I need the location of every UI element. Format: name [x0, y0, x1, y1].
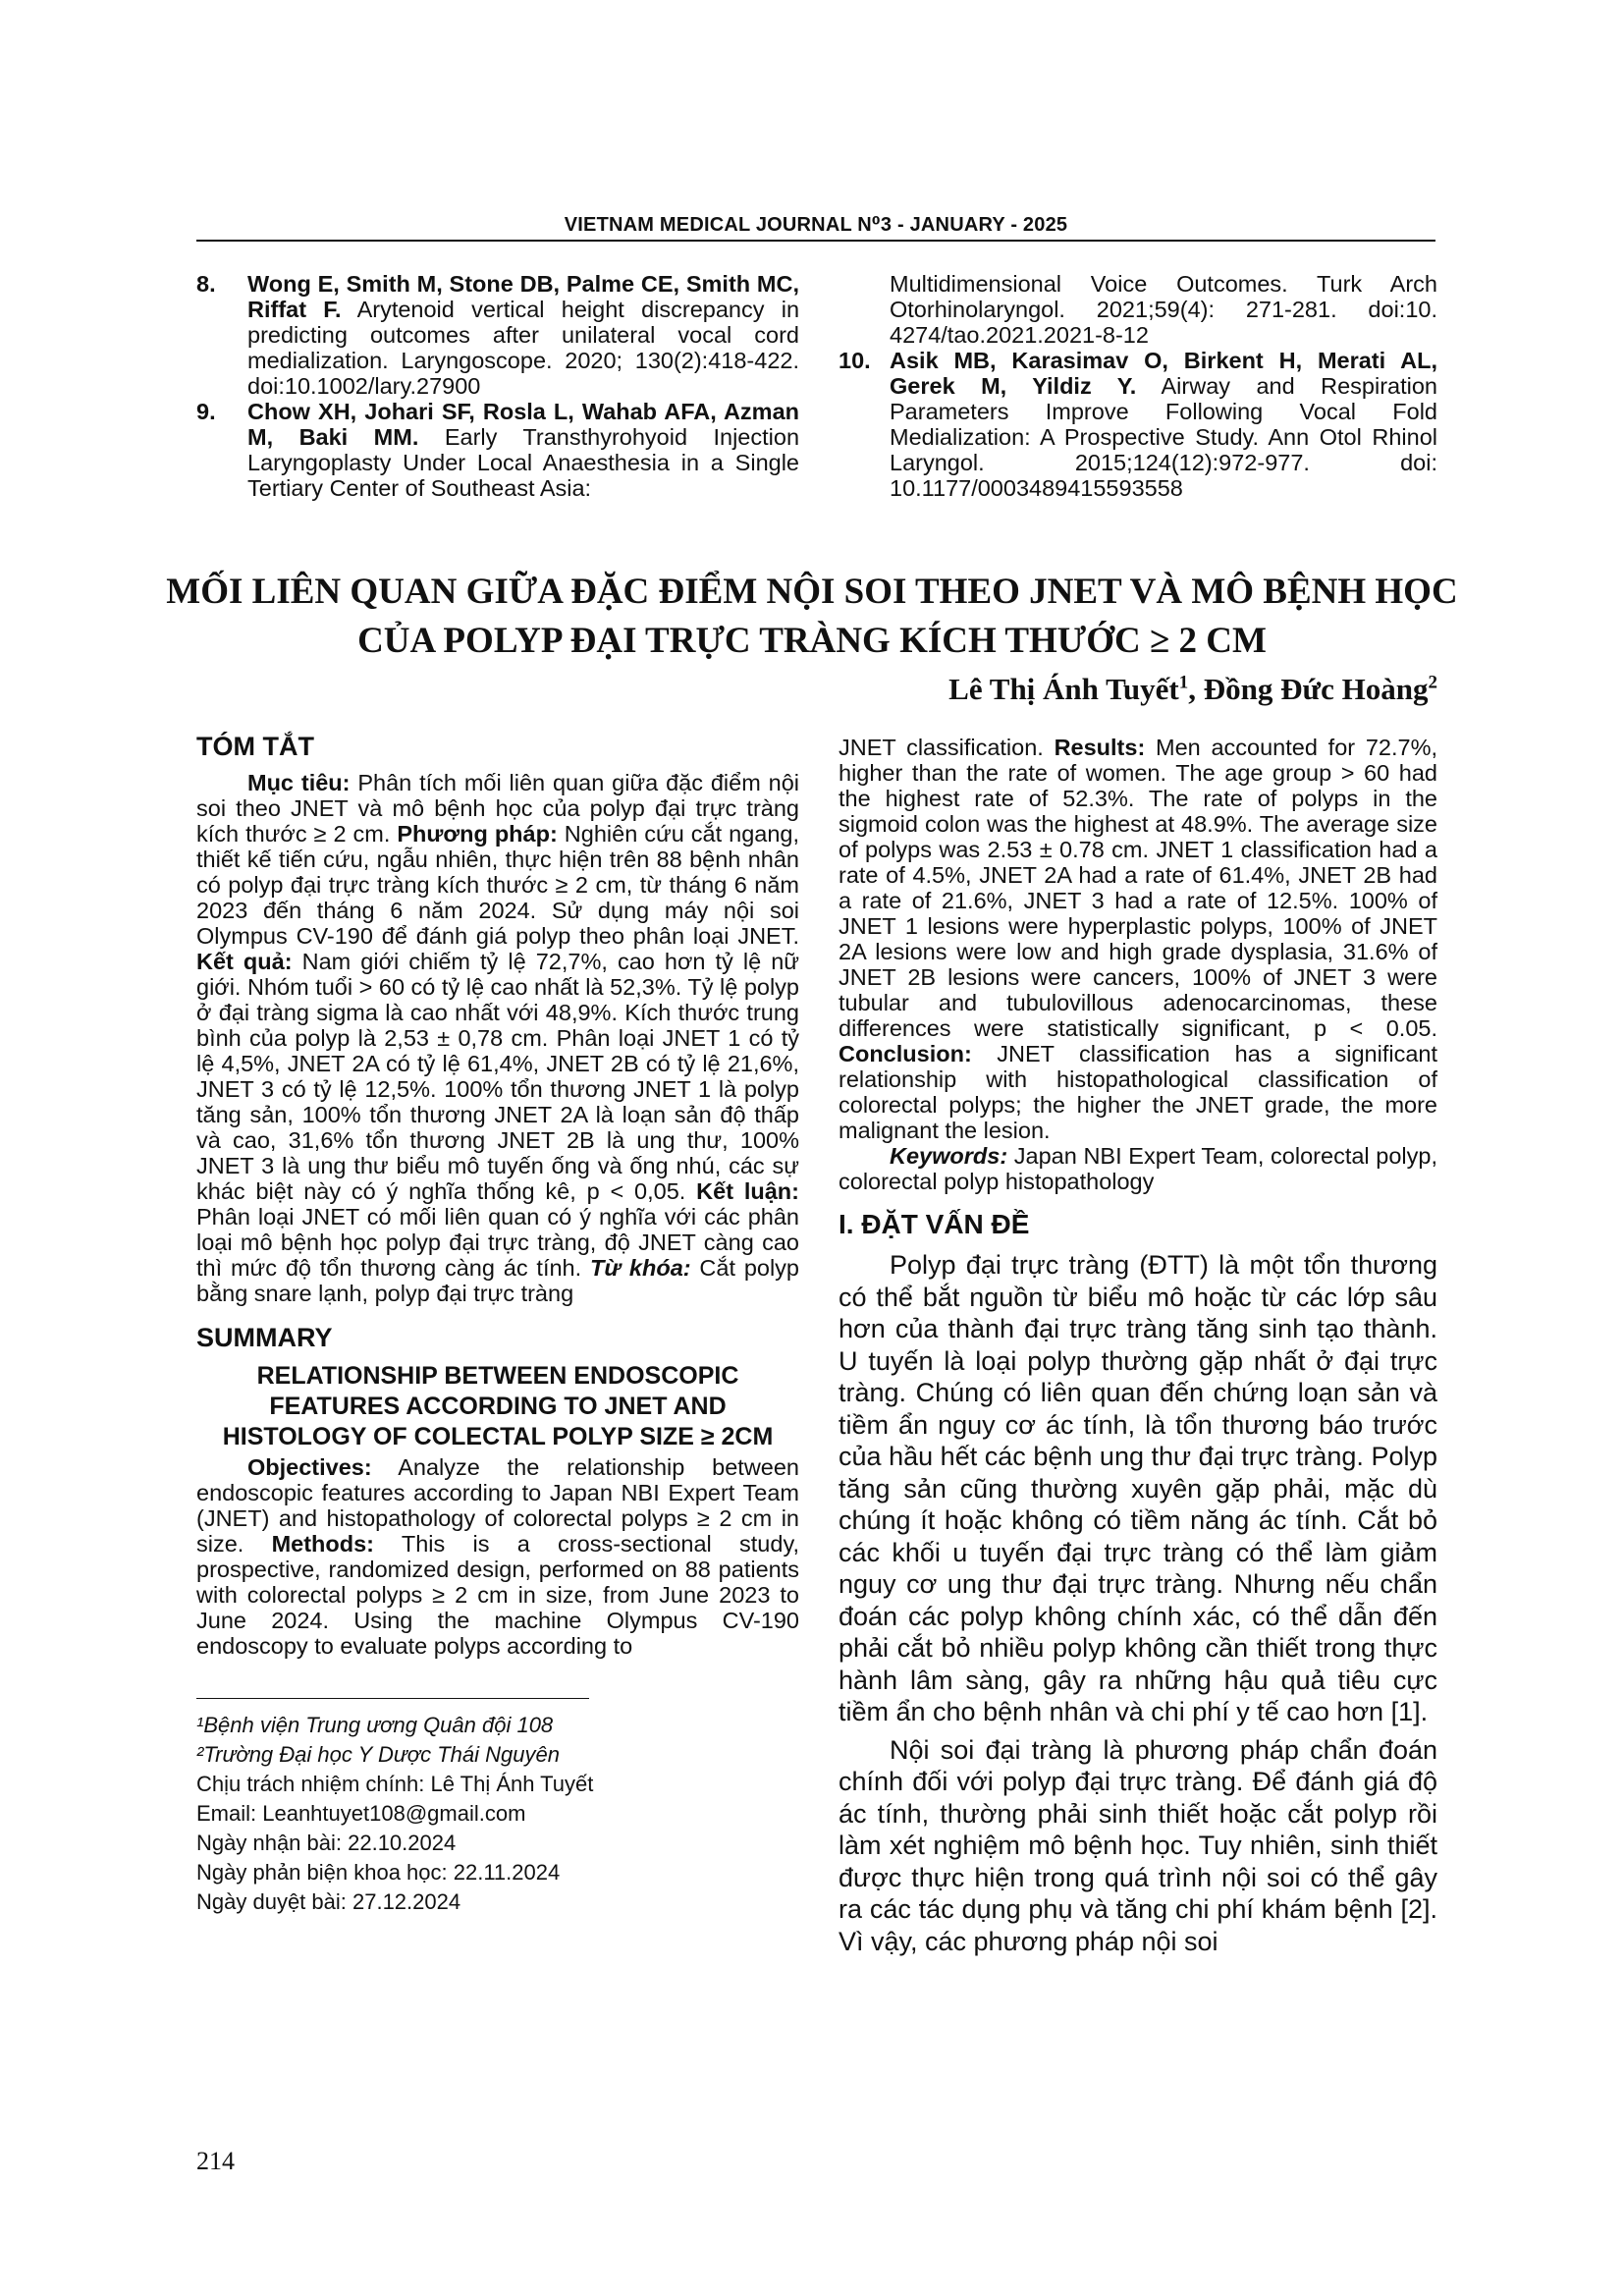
- keywords-en-label: Keywords:: [890, 1143, 1008, 1169]
- methods-continued: JNET classification.: [839, 735, 1055, 760]
- conclusion-label: Kết luận:: [696, 1178, 799, 1204]
- abstract-en-continued: [839, 735, 1437, 1143]
- reference-text: Arytenoid vertical height discrepancy in predicting outcomes after unilateral vocal cord medialization. Laryngoscope. 2020; 130(2):418-422. doi:10.1002/lary.27900: [247, 297, 800, 399]
- summary-heading: SUMMARY: [196, 1323, 333, 1352]
- reference-8: [196, 271, 799, 399]
- reference-9-continued: [839, 271, 1437, 348]
- received-date: Ngày nhận bài: 22.10.2024: [196, 1831, 457, 1855]
- objective-text: Phân tích mối liên quan giữa đặc điểm nội soi theo JNET và mô bệnh học của polyp đại trực tràng kích thước ≥ 2 cm.: [196, 770, 799, 847]
- introduction-paragraph-1: Polyp đại trực tràng (ĐTT) là một tổn thương có thể bắt nguồn từ biểu mô hoặc từ các lớp sâu hơn của thành đại trực tràng tăng sinh tạo thành. U tuyến là loại polyp thường gặp nhất ở đại trực tràng. Chúng có liên quan đến chứng loạn sản và tiềm ẩn nguy cơ ác tính, là tổn thương báo trước của hầu hết các bệnh ung thư đại trực tràng. Polyp tăng sản cũng thường xuyên gặp phải, mặc dù chúng ít hoặc không có tiềm năng ác tính. Cắt bỏ các khối u tuyến đại trực tràng có thể làm giảm nguy cơ ung thư đại trực tràng. Nhưng nếu chẩn đoán các polyp không chính xác, có thể dẫn đến phải cắt bỏ nhiều polyp không cần thiết trong thực hành lâm sàng, gây ra những hậu quả tiêu cực tiềm ẩn cho bệnh nhân và chi phí y tế cao hơn [1].: [839, 1250, 1437, 1726]
- header-rule: [196, 240, 1435, 242]
- email: Email: Leanhtuyet108@gmail.com: [196, 1801, 526, 1826]
- reference-authors: Chow XH, Johari SF, Rosla L, Wahab AFA, Azman M, Baki MM.: [247, 399, 799, 450]
- keywords-en-paragraph: [839, 1143, 1437, 1194]
- english-title-line-2: FEATURES ACCORDING TO JNET AND: [269, 1393, 727, 1420]
- objectives-label: Objectives:: [247, 1454, 372, 1480]
- introduction-heading: I. ĐẶT VẤN ĐỀ: [839, 1209, 1030, 1239]
- keywords-en-text: Japan NBI Expert Team, colorectal polyp, colorectal polyp histopathology: [839, 1143, 1437, 1194]
- method-text: Nghiên cứu cắt ngang, thiết kế tiến cứu, ngẫu nhiên, thực hiện trên 88 bệnh nhân có polyp đại trực tràng kích thước ≥ 2 cm, từ tháng 6 năm 2023 đến tháng 6 năm 2024. Sử dụng máy nội soi Olympus CV-190 để đánh giá polyp theo phân loại JNET.: [196, 821, 800, 949]
- references-left-column: [196, 271, 799, 501]
- article-title-line-1: MỐI LIÊN QUAN GIỮA ĐẶC ĐIỂM NỘI SOI THEO JNET VÀ MÔ BỆNH HỌC: [166, 572, 1458, 612]
- footnote-rule: [196, 1698, 589, 1699]
- author-1-affiliation: 1: [1178, 672, 1189, 693]
- affiliation-2: ²Trường Đại học Y Dược Thái Nguyên: [196, 1742, 560, 1767]
- conclusion-en-label: Conclusion:: [839, 1041, 972, 1066]
- abstract-vi-paragraph: [196, 770, 799, 1306]
- journal-header: VIETNAM MEDICAL JOURNAL N⁰3 - JANUARY - 2025: [564, 214, 1068, 236]
- abstract-vi-heading: TÓM TẮT: [196, 732, 314, 761]
- reference-number: 8.: [196, 271, 216, 297]
- method-label: Phương pháp:: [397, 821, 558, 847]
- introduction-paragraph-2: Nội soi đại tràng là phương pháp chẩn đoán chính đối với polyp đại trực tràng. Để đánh giá độ ác tính, thường phải sinh thiết hoặc cắt polyp rồi làm xét nghiệm mô bệnh học. Tuy nhiên, sinh thiết được thực hiện trong quá trình nội soi có thể gây ra các tác dụng phụ và tăng chi phí khám bệnh [2]. Vì vậy, các phương pháp nội soi: [839, 1734, 1437, 1956]
- objectives-text: Analyze the relationship between endoscopic features according to Japan NBI Expert Team (JNET) and histopathology of colorectal polyps ≥ 2 cm in size.: [196, 1454, 799, 1557]
- reference-text: Early Transthyrohyoid Injection Laryngoplasty Under Local Anaesthesia in a Single Tertiary Center of Southeast Asia:: [247, 424, 800, 501]
- objective-label: Mục tiêu:: [247, 770, 351, 795]
- reference-number: 10.: [839, 348, 871, 373]
- affiliation-1: ¹Bệnh viện Trung ương Quân đội 108: [196, 1713, 554, 1737]
- article-authors: [948, 672, 1437, 707]
- author-1: Lê Thị Ánh Tuyết: [948, 672, 1179, 706]
- accepted-date: Ngày duyệt bài: 27.12.2024: [196, 1889, 461, 1914]
- result-text: Nam giới chiếm tỷ lệ 72,7%, cao hơn tỷ lệ nữ giới. Nhóm tuổi > 60 có tỷ lệ cao nhất là 52,3%. Tỷ lệ polyp ở đại tràng sigma là cao nhất với 48,9%. Kích thước trung bình của polyp là 2,53 ± 0,78 cm. Phân loại JNET 1 có tỷ lệ 4,5%, JNET 2A có tỷ lệ 61,4%, JNET 2B có tỷ lệ 21,6%, JNET 3 có tỷ lệ 12,5%. 100% tổn thương JNET 1 là polyp tăng sản, 100% tổn thương JNET 2A là loạn sản độ thấp và cao, 31,6% tổn thương JNET 2B là ung thư, 100% JNET 3 là ung thư biểu mô tuyến ống và ống nhú, các sự khác biệt này có ý nghĩa thống kê, p < 0,05.: [196, 949, 800, 1204]
- reference-text: Multidimensional Voice Outcomes. Turk Arch Otorhinolaryngol. 2021;59(4): 271-281. doi:10. 4274/tao.2021.2021-8-12: [890, 271, 1437, 348]
- results-text: Men accounted for 72.7%, higher than the rate of women. The age group > 60 had the highest rate of 52.3%. The rate of polyps in the sigmoid colon was the highest at 48.9%. The average size of polyps was 2.53 ± 0.78 cm. JNET 1 classification had a rate of 4.5%, JNET 2A had a rate of 61.4%, JNET 2B had a rate of 21.6%, JNET 3 had a rate of 12.5%. 100% of JNET 1 lesions were hyperplastic polyps, 100% of JNET 2A lesions were low and high grade dysplasia, 31.6% of JNET 2B lesions were cancers, 100% of JNET 3 were tubular and tubulovillous adenocarcinomas, these differences were statistically significant, p < 0.05.: [839, 735, 1437, 1041]
- conclusion-en-text: JNET classification has a significant relationship with histopathological classification of colorectal polyps; the higher the JNET grade, the more malignant the lesion.: [839, 1041, 1437, 1143]
- main-right-column: [839, 735, 1437, 1957]
- results-label: Results:: [1054, 735, 1146, 760]
- reference-9: [196, 399, 799, 501]
- references-right-column: [839, 271, 1437, 501]
- english-title-line-3: HISTOLOGY OF COLECTAL POLYP SIZE ≥ 2CM: [222, 1423, 774, 1450]
- keywords-label: Từ khóa:: [589, 1255, 691, 1281]
- main-left-column: [196, 731, 799, 1917]
- result-label: Kết quả:: [196, 949, 293, 974]
- page-number: 214: [196, 2147, 235, 2175]
- abstract-en-paragraph: [196, 1454, 799, 1659]
- methods-label: Methods:: [271, 1531, 375, 1557]
- corresponding-author: Chịu trách nhiệm chính: Lê Thị Ánh Tuyết: [196, 1772, 594, 1796]
- reference-authors: Asik MB, Karasimav O, Birkent H, Merati AL, Gerek M, Yildiz Y.: [890, 348, 1437, 399]
- reference-authors: Wong E, Smith M, Stone DB, Palme CE, Smith MC, Riffat F.: [247, 271, 799, 322]
- conclusion-text: Phân loại JNET có mối liên quan có ý nghĩa với các phân loại mô bệnh học polyp đại trực tràng, độ JNET càng cao thì mức độ tổn thương càng ác tính.: [196, 1204, 799, 1281]
- english-title: [196, 1361, 799, 1452]
- article-title-line-2: CỦA POLYP ĐẠI TRỰC TRÀNG KÍCH THƯỚC ≥ 2 CM: [357, 621, 1267, 661]
- reference-number: 9.: [196, 399, 216, 424]
- reference-10: [839, 348, 1437, 501]
- english-title-line-1: RELATIONSHIP BETWEEN ENDOSCOPIC: [256, 1362, 739, 1390]
- article-title: [147, 568, 1477, 666]
- author-separator: ,: [1188, 672, 1204, 706]
- reviewed-date: Ngày phản biện khoa học: 22.11.2024: [196, 1860, 561, 1885]
- reference-text: Airway and Respiration Parameters Improve Following Vocal Fold Medialization: A Prospective Study. Ann Otol Rhinol Laryngol. 2015;124(12):972-977. doi: 10.1177/0003489415593558: [890, 373, 1437, 501]
- methods-text: This is a cross-sectional study, prospective, randomized design, performed on 88 patients with colorectal polyps ≥ 2 cm in size, from June 2023 to June 2024. Using the machine Olympus CV-190 endoscopy to evaluate polyps according to: [196, 1531, 799, 1659]
- author-2-affiliation: 2: [1428, 672, 1437, 693]
- keywords-text: Cắt polyp bằng snare lạnh, polyp đại trực tràng: [196, 1255, 800, 1306]
- author-2: Đồng Đức Hoàng: [1203, 672, 1429, 706]
